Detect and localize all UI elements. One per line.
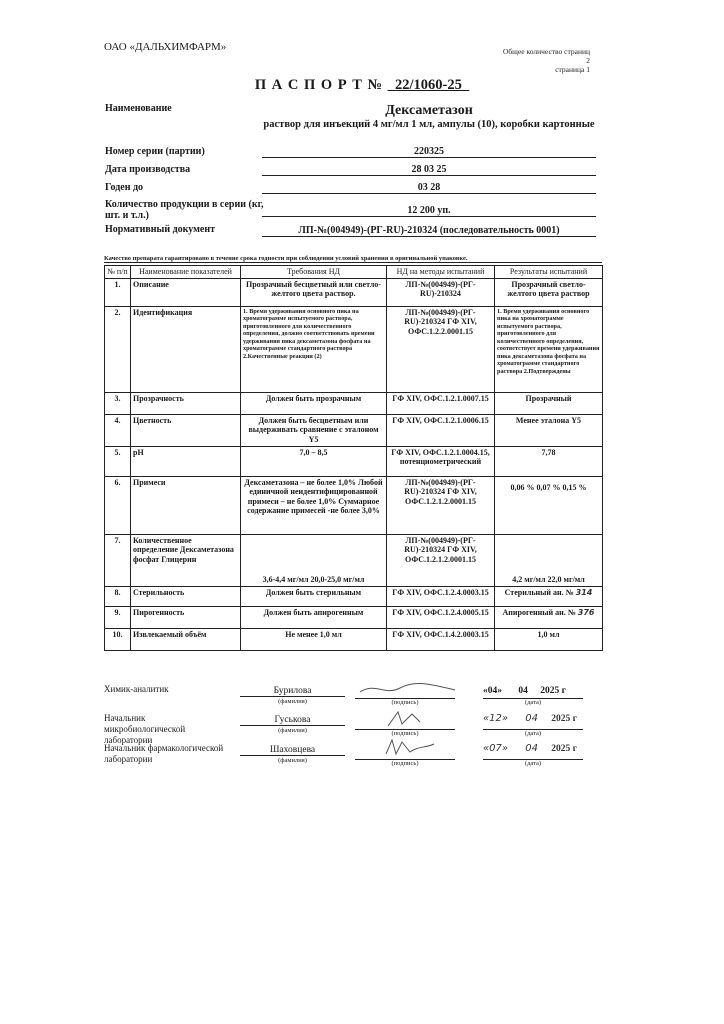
table-row: 7. Количественное определение Дексаметазона фосфат Глицерин 3,6-4,4 мг/мл 20,0-25,0 мг/мл ЛП-№(004949)-(РГ-RU)-210324 ГФ XIV, ОФС.1.2.1.2.0001.15 4,2 мг/мл 22,0 мг/мл xyxy=(105,534,603,586)
table-row: 6. Примеси Дексаметазона – не более 1,0% Любой единичной неидентифицированной примеси – не более 1,0% Суммарное содержание примесей -не более 3,0% ЛП-№(004949)-(РГ-RU)-210324 ГФ XIV, ОФС.1.2.1.2.0001.15 0,06 % 0,07 % 0,15 % xyxy=(105,476,603,534)
product-name: Дексаметазон раствор для инъекций 4 мг/мл 1 мл, ампулы (10), коробки картонные xyxy=(263,103,595,130)
series-value: 220325 xyxy=(262,146,596,158)
test-results-table xyxy=(104,265,603,651)
norm-value: ЛП-№(004949)-(РГ-RU)-210324 (последовательность 0001) xyxy=(262,225,596,237)
passport-title: П А С П О Р Т № _22/1060-25_ xyxy=(254,77,470,93)
sig-date-micro: «12» 04 2025 г xyxy=(483,713,577,724)
norm-label: Нормативный документ xyxy=(105,224,216,235)
series-label: Номер серии (партии) xyxy=(105,146,205,157)
sig-label-surname: (фамилия) xyxy=(278,698,307,705)
col-res: Результаты испытаний xyxy=(495,266,603,279)
col-name: Наименование показателей xyxy=(131,266,241,279)
sig-label-date: (дата) xyxy=(524,699,542,706)
valid-label: Годен до xyxy=(105,182,144,193)
sig-label-signature: (подпись) xyxy=(391,699,419,706)
qty-label: Количество продукции в серии (кг, шт. и т.л.) xyxy=(105,199,264,221)
sig-name-pharm: Шаховцева xyxy=(240,745,345,756)
sig-date-chemist: «04» 04 2025 г xyxy=(483,686,566,696)
col-req: Требования НД xyxy=(241,266,387,279)
date-value: 28 03 25 xyxy=(262,164,596,176)
qty-value: 12 200 уп. xyxy=(262,205,596,217)
signature-pharm xyxy=(380,736,440,760)
company-name: ОАО «ДАЛЬХИМФАРМ» xyxy=(104,41,227,53)
sig-role-pharm: Начальник фармакологической лаборатории xyxy=(104,743,224,764)
table-header-row xyxy=(105,266,603,279)
name-label: Наименование xyxy=(105,103,172,114)
sig-role-micro: Начальник микробиологической лаборатории xyxy=(104,713,186,745)
table-row: 3. Прозрачность Должен быть прозрачным ГФ XIV, ОФС.1.2.1.0007.15 Прозрачный xyxy=(105,392,603,414)
signature-chemist xyxy=(355,680,465,698)
table-row: 4. Цветность Должен быть бесцветным или выдерживать сравнение с эталоном Y5 ГФ XIV, ОФС.1.2.1.0006.15 Менее эталона Y5 xyxy=(105,414,603,446)
sig-name-micro: Гуськова xyxy=(240,715,345,726)
passport-number: _22/1060-25_ xyxy=(387,77,470,93)
page-count: Общее количество страниц 2 страница 1 xyxy=(502,47,590,74)
table-row: 8. Стерильность Должен быть стерильным ГФ XIV, ОФС.1.2.4.0003.15 Стерильный ан. № 314 xyxy=(105,586,603,606)
valid-value: 03 28 xyxy=(262,182,596,194)
handwritten-pyro-number: 376 xyxy=(577,607,595,617)
date-label: Дата производства xyxy=(105,164,191,175)
quality-note: Качество препарата гарантировано в течение срока годности при соблюдении условий хранения в оригинальной упаковке. xyxy=(104,255,602,263)
table-row: 9. Пирогенность Должен быть апирогенным ГФ XIV, ОФС.1.2.4.0005.15 Апирогенный ан. № 376 xyxy=(105,606,603,628)
col-nd: НД на методы испытаний xyxy=(387,266,495,279)
sig-role-chemist: Химик-аналитик xyxy=(104,684,169,694)
table-row: 1. Описание Прозрачный бесцветный или светло-желтого цвета раствор. ЛП-№(004949)-(РГ-RU)-210324 Прозрачный светло-желтого цвета раствор xyxy=(105,278,603,306)
table-row: 5. pH 7,0 – 8,5 ГФ XIV, ОФС.1.2.1.0004.15, потенциометрический 7,78 xyxy=(105,446,603,476)
sig-date-pharm: «07» 04 2025 г xyxy=(483,743,577,754)
signature-micro xyxy=(380,708,430,730)
handwritten-sterility-number: 314 xyxy=(575,587,593,597)
col-no: № п/п xyxy=(105,266,131,279)
table-row: 2. Идентификация 1. Время удерживания основного пика на хроматограмме испытуемого раствора, приготовленного для количественного определения, должно соответствовать времени удерживания пика дексаметазона фосфата на хроматограмме стандартного раствора 2.Качественные реакции (2) ЛП-№(004949)-(РГ-RU)-210324 ГФ XIV, ОФС.1.2.2.0001.15 1. Время удерживания основного пика на хроматограмме испытуемого раствора, приготовленного для количественного определения, соответствует времени удерживания пика дексаметазона фосфата на хроматограмме стандартного раствора 2.Подтверждены xyxy=(105,306,603,392)
table-row: 10. Извлекаемый объём Не менее 1,0 мл ГФ XIV, ОФС.1.4.2.0003.15 1,0 мл xyxy=(105,628,603,650)
sig-name-chemist: Бурилова xyxy=(240,686,345,697)
